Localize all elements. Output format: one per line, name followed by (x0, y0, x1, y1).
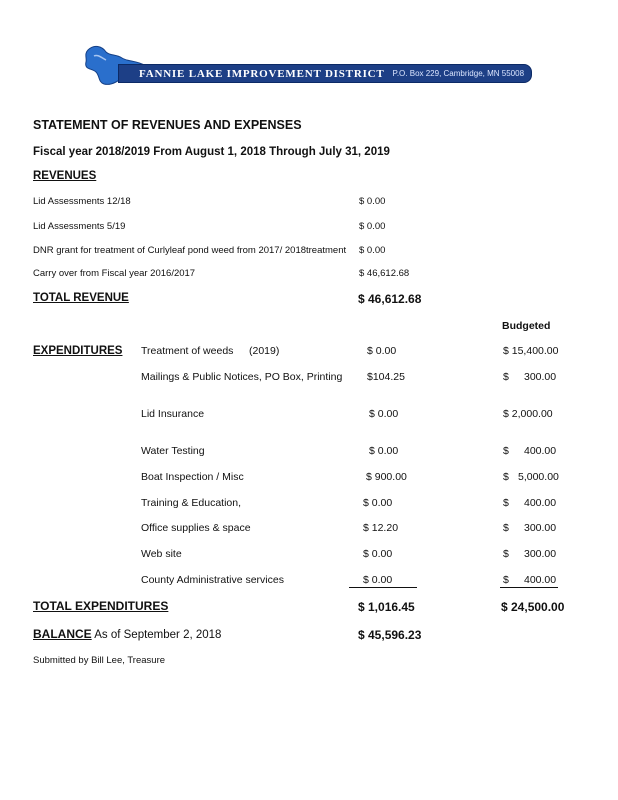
expense-label: Treatment of weeds (141, 345, 234, 357)
balance-line (33, 627, 221, 641)
expense-actual: $104.25 (367, 371, 405, 383)
expense-actual: $ 0.00 (363, 548, 393, 560)
expense-budget: $ 2,000.00 (503, 408, 553, 420)
revenues-heading: REVENUES (33, 170, 97, 182)
expense-budget-symbol: $ (503, 497, 509, 509)
revenue-item-label: DNR grant for treatment of Curlyleaf pond weed from 2017/ 2018treatment (33, 245, 347, 256)
revenue-item-label: Carry over from Fiscal year 2016/2017 (33, 268, 196, 279)
fiscal-year-line: Fiscal year 2018/2019 From August 1, 2018 Through July 31, 2019 (33, 146, 390, 158)
expense-actual: $ 0.00 (367, 345, 397, 357)
balance-date: As of September 2, 2018 (91, 629, 222, 641)
revenue-item-label: Lid Assessments 12/18 (33, 196, 131, 207)
expense-label: Mailings & Public Notices, PO Box, Printing (141, 371, 343, 383)
expense-label: County Administrative services (141, 574, 284, 586)
expense-actual: $ 12.20 (363, 522, 399, 534)
expense-budget-value: 400.00 (524, 497, 557, 509)
expense-budget-value: 300.00 (524, 371, 557, 383)
document-title: STATEMENT OF REVENUES AND EXPENSES (33, 118, 302, 132)
expense-actual: $ 900.00 (366, 471, 407, 483)
revenue-item-label: Lid Assessments 5/19 (33, 221, 126, 232)
expense-budget-symbol: $ (503, 471, 509, 483)
total-expenditures-actual: $ 1,016.45 (358, 600, 415, 614)
letterhead-banner (118, 64, 532, 83)
budgeted-header: Budgeted (502, 320, 551, 332)
expense-actual: $ 0.00 (363, 497, 393, 509)
submitted-by: Submitted by Bill Lee, Treasure (33, 655, 166, 666)
total-revenue-label: TOTAL REVENUE (33, 292, 129, 304)
budget-sum-rule (500, 587, 558, 588)
expense-budget-value: 300.00 (524, 522, 557, 534)
balance-amount: $ 45,596.23 (358, 628, 422, 642)
expense-label: Training & Education, (141, 497, 242, 509)
revenue-item-amount: $ 46,612.68 (359, 268, 410, 279)
org-name: FANNIE LAKE IMPROVEMENT DISTRICT (139, 67, 385, 80)
expense-label: Office supplies & space (141, 522, 251, 534)
expense-actual: $ 0.00 (369, 445, 399, 457)
revenue-item-amount: $ 0.00 (359, 196, 386, 207)
expense-label: Web site (141, 548, 182, 560)
balance-label: BALANCE (33, 627, 92, 641)
expense-budget-symbol: $ (503, 371, 509, 383)
expense-label: Boat Inspection / Misc (141, 471, 244, 483)
revenue-item-amount: $ 0.00 (359, 221, 386, 232)
revenue-item-amount: $ 0.00 (359, 245, 386, 256)
expense-label: Water Testing (141, 445, 205, 457)
total-revenue-amount: $ 46,612.68 (358, 292, 422, 306)
expense-budget-value: 300.00 (524, 548, 557, 560)
expense-budget-symbol: $ (503, 574, 509, 586)
expense-budget-symbol: $ (503, 445, 509, 457)
expense-budget: $ 15,400.00 (503, 345, 559, 357)
expense-budget-value: 5,000.00 (518, 471, 559, 483)
expense-budget-value: 400.00 (524, 574, 557, 586)
total-expenditures-label: TOTAL EXPENDITURES (33, 599, 169, 613)
expense-budget-value: 400.00 (524, 445, 557, 457)
expenditures-heading: EXPENDITURES (33, 345, 123, 357)
total-expenditures-budget: $ 24,500.00 (501, 600, 565, 614)
expense-budget-symbol: $ (503, 548, 509, 560)
expense-actual: $ 0.00 (363, 574, 393, 586)
actual-sum-rule (349, 587, 417, 588)
expense-actual: $ 0.00 (369, 408, 399, 420)
expense-label: Lid Insurance (141, 408, 205, 420)
expense-budget-symbol: $ (503, 522, 509, 534)
org-address: P.O. Box 229, Cambridge, MN 55008 (392, 69, 525, 78)
expense-note: (2019) (249, 345, 280, 357)
